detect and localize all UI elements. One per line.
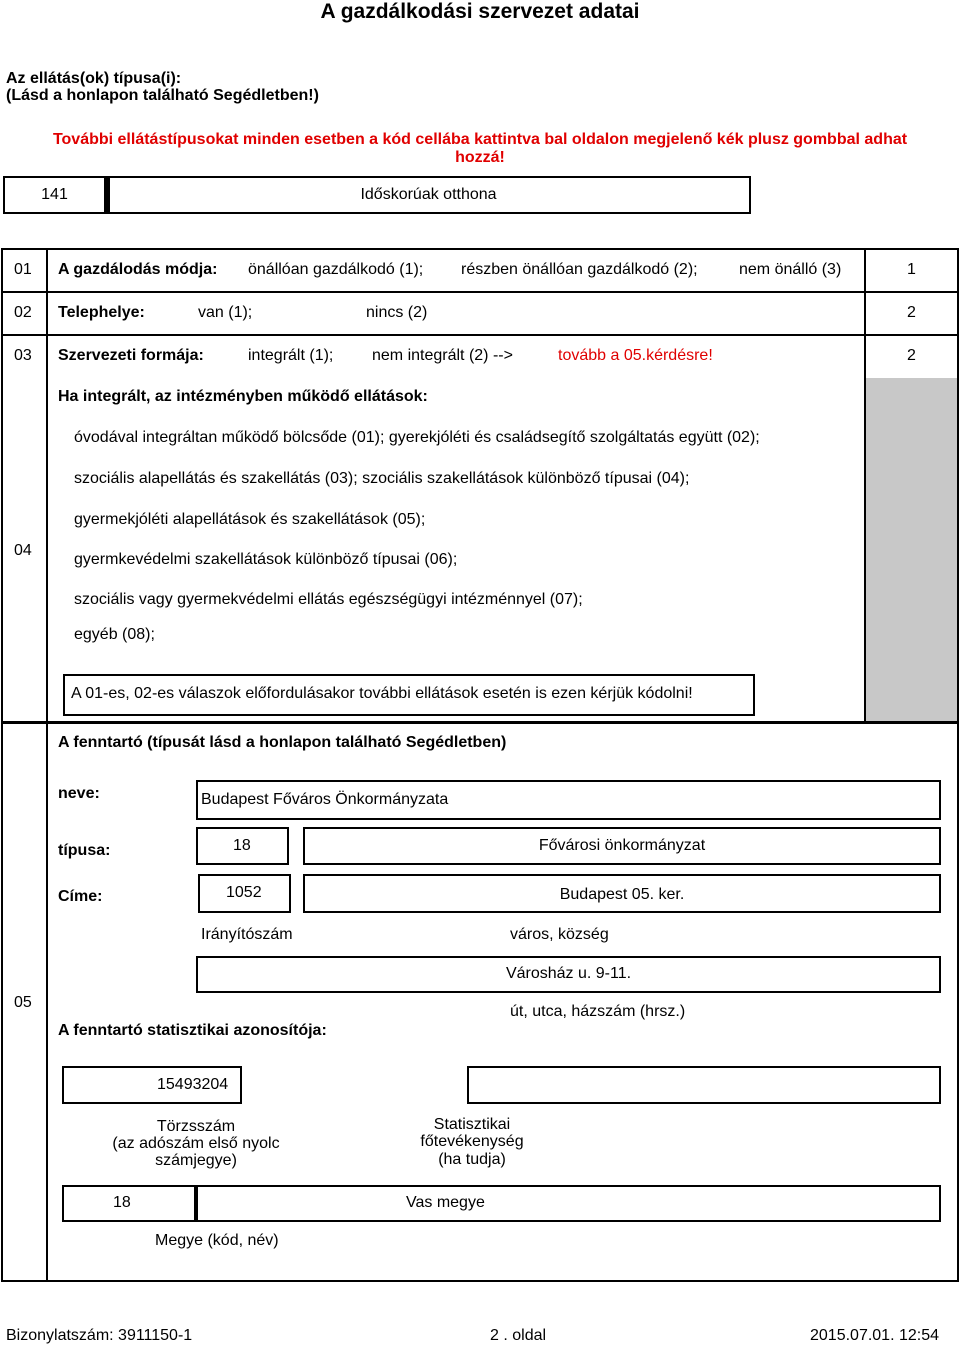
q04-item: egyéb (08);: [74, 626, 155, 643]
q04-note: A 01-es, 02-es válaszok előfordulásakor további ellátások esetén is ezen kérjük kódolni!: [71, 685, 693, 702]
maintainer-name-label: neve:: [58, 785, 100, 802]
q04-heading: Ha integrált, az intézményben működő ellátások:: [58, 388, 428, 405]
page-number: 2 . oldal: [490, 1327, 547, 1344]
county-name: Vas megye: [406, 1194, 485, 1211]
county-name-field: [196, 1185, 941, 1222]
stat-activity-field[interactable]: [467, 1066, 941, 1104]
stat-main-value: 15493204: [157, 1076, 229, 1093]
zip-caption: Irányítószám: [201, 926, 293, 943]
q04-item: szociális vagy gyermekvédelmi ellátás egészségügyi intézménnyel (07);: [74, 591, 583, 608]
q04-item: szociális alapellátás és szakellátás (03); szociális szakellátások különböző típusai (04);: [74, 470, 690, 487]
address-label: Címe:: [58, 888, 103, 905]
col-divider: [46, 722, 48, 1282]
maintainer-name-value: Budapest Főváros Önkormányzata: [201, 791, 449, 808]
row-divider: [1, 334, 959, 336]
q02-answer[interactable]: 2: [907, 304, 916, 321]
stat-id-label: A fenntartó statisztikai azonosítója:: [58, 1022, 327, 1039]
q03-answer[interactable]: 2: [907, 347, 916, 364]
q04-item: gyermkevédelmi szakellátások különböző típusai (06);: [74, 551, 458, 568]
activity-caption: Statisztikai: [433, 1116, 511, 1133]
county-caption: Megye (kód, név): [155, 1232, 279, 1249]
maintainer-type-name: Fővárosi önkormányzat: [538, 837, 706, 854]
q02-label: Telephelye:: [58, 304, 145, 321]
add-service-note-cont: hozzá!: [455, 149, 505, 166]
print-date: 2015.07.01. 12:54: [810, 1327, 940, 1344]
q01-answer[interactable]: 1: [907, 261, 916, 278]
activity-caption: (ha tudja): [438, 1151, 506, 1168]
col-divider: [46, 248, 48, 723]
main-number-caption: (az adószám első nyolc: [112, 1135, 280, 1152]
city-caption: város, község: [510, 926, 609, 943]
service-code: 141: [41, 186, 68, 203]
q01-option-2: részben önállóan gazdálkodó (2);: [461, 261, 698, 278]
add-service-note: További ellátástípusokat minden esetben a kód cellába kattintva bal oldalon megjelenő kék plusz gombbal adhat: [52, 131, 908, 148]
q04-item: óvodával integráltan működő bölcsőde (01); gyerekjóléti és családsegítő szolgáltatás együtt (02);: [74, 429, 760, 446]
q05-number: 05: [14, 994, 32, 1011]
service-type-hint: (Lásd a honlapon található Segédletben!): [6, 87, 319, 104]
q02-number: 02: [14, 304, 32, 321]
row-divider: [1, 291, 959, 293]
q03-skip-link[interactable]: tovább a 05.kérdésre!: [558, 347, 713, 364]
main-number-caption: számjegye): [155, 1152, 237, 1169]
q01-label: A gazdálodás módja:: [58, 261, 218, 278]
county-code: 18: [113, 1194, 131, 1211]
street-caption: út, utca, házszám (hrsz.): [510, 1003, 686, 1020]
service-name: Időskorúak otthona: [360, 186, 497, 203]
q01-option-1: önállóan gazdálkodó (1);: [248, 261, 424, 278]
service-type-label: Az ellátás(ok) típusa(i):: [6, 70, 182, 87]
q03-option-2: nem integrált (2) -->: [372, 347, 513, 364]
activity-caption: főtevékenység: [420, 1133, 524, 1150]
maintainer-type-code: 18: [233, 837, 251, 854]
city-value: Budapest 05. ker.: [559, 886, 685, 903]
page-title: A gazdálkodási szervezet adatai: [320, 0, 640, 23]
q02-option-2: nincs (2): [366, 304, 428, 321]
q03-label: Szervezeti formája:: [58, 347, 204, 364]
q01-option-3: nem önálló (3): [739, 261, 842, 278]
q05-heading: A fenntartó (típusát lásd a honlapon található Segédletben): [58, 734, 507, 751]
q04-number: 04: [14, 542, 32, 559]
zip-value: 1052: [226, 884, 262, 901]
q03-option-1: integrált (1);: [248, 347, 334, 364]
main-number-caption: Törzsszám: [156, 1118, 236, 1135]
maintainer-type-label: típusa:: [58, 842, 111, 859]
q02-option-1: van (1);: [198, 304, 253, 321]
q01-number: 01: [14, 261, 32, 278]
street-value: Városház u. 9-11.: [505, 965, 632, 982]
certificate-number: Bizonylatszám: 3911150-1: [6, 1327, 193, 1344]
grey-cell: [866, 378, 957, 721]
q03-number: 03: [14, 347, 32, 364]
q04-item: gyermekjóléti alapellátások és szakellátások (05);: [74, 511, 426, 528]
